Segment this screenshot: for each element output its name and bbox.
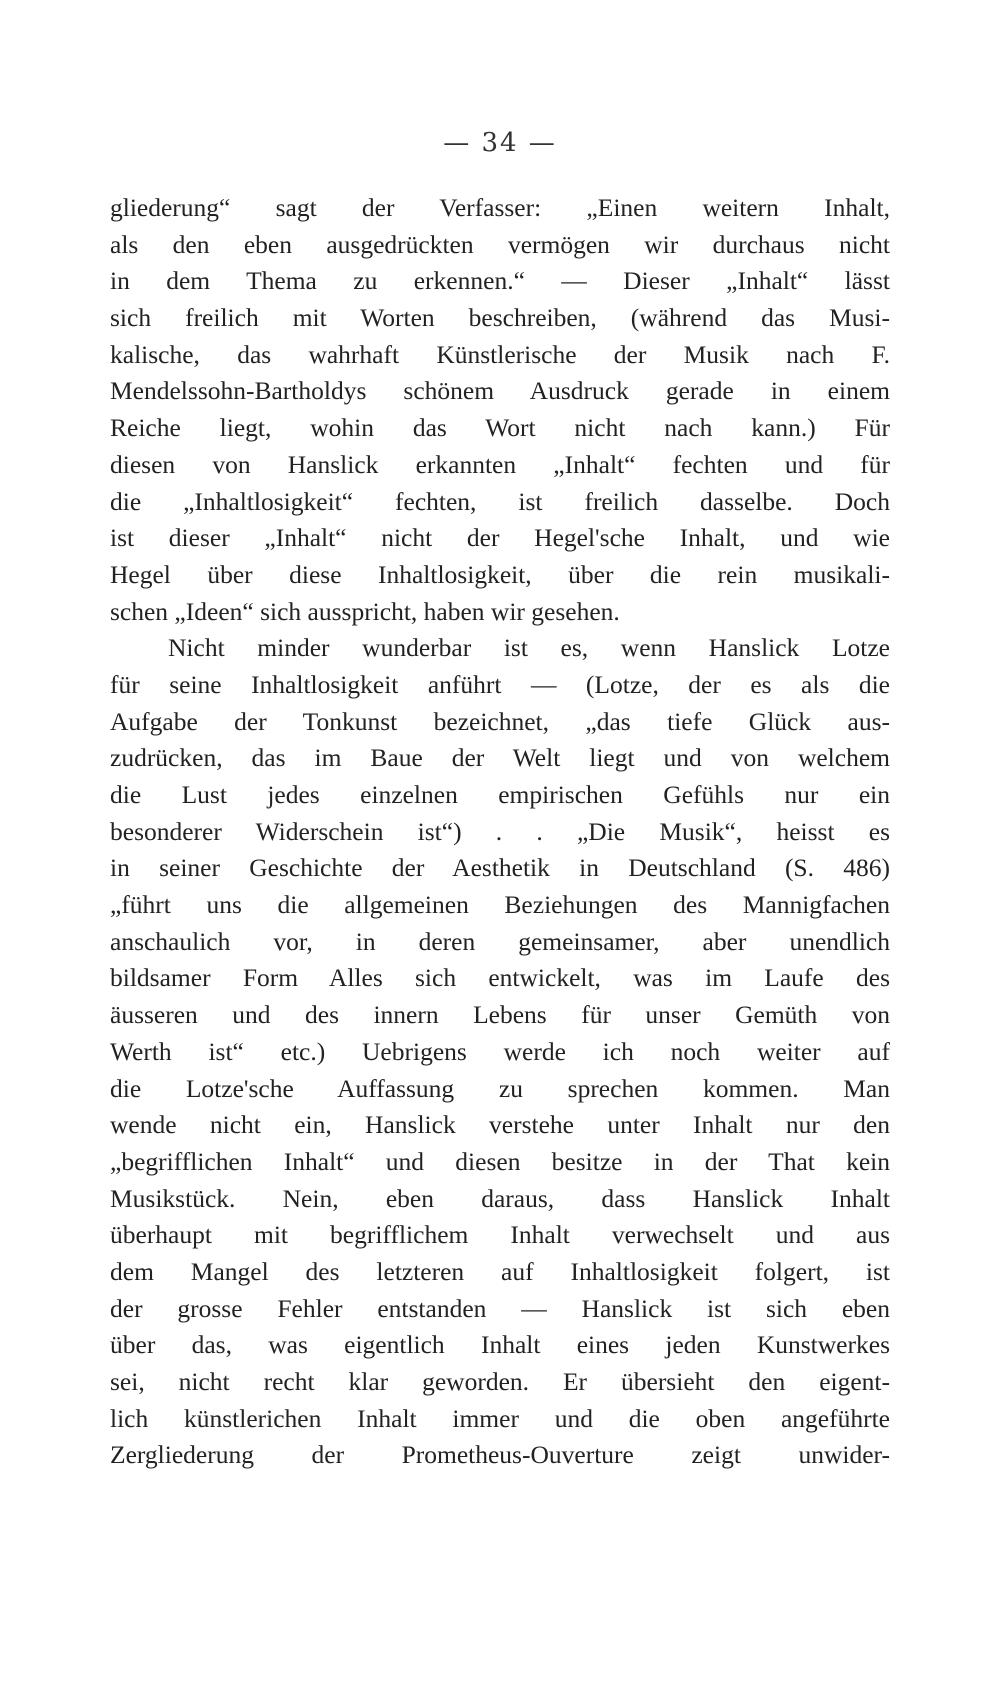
text-line: die Lust jedes einzelnen empirischen Gefühls nur ein [110, 780, 890, 809]
text-line: äusseren und des innern Lebens für unser Gemüth von [110, 1000, 890, 1030]
body-text [110, 190, 890, 1474]
text-line: Aufgabe der Tonkunst bezeichnet, „das tiefe Glück aus- [110, 706, 890, 736]
text-line: die Lotze'sche Auffassung zu sprechen kommen. Man [110, 1073, 890, 1103]
text-line: in dem Thema zu erkennen.“ — Dieser „Inhalt“ lässt [110, 266, 890, 296]
text-line: zudrücken, das im Baue der Welt liegt und von welchem [110, 743, 890, 773]
page-number: — 34 — [443, 128, 557, 158]
text-line: diesen von Hanslick erkannten „Inhalt“ fechten und für [110, 449, 890, 479]
text-line: sei, nicht recht klar geworden. Er übersieht den eigent- [110, 1367, 890, 1396]
text-line: bildsamer Form Alles sich entwickelt, was im Laufe des [110, 963, 890, 993]
text-line: „führt uns die allgemeinen Beziehungen des Mannigfachen [110, 890, 890, 920]
text-line: wende nicht ein, Hanslick verstehe unter Inhalt nur den [110, 1110, 890, 1140]
text-line: anschaulich vor, in deren gemeinsamer, aber unendlich [110, 926, 890, 956]
text-line: Mendelssohn-Bartholdys schönem Ausdruck gerade in einem [110, 376, 890, 406]
text-line: über das, was eigentlich Inhalt eines jeden Kunstwerkes [110, 1330, 890, 1360]
text-line: Hegel über diese Inhaltlosigkeit, über die rein musikali- [110, 559, 890, 589]
paragraph-start-line: Nicht minder wunderbar ist es, wenn Hanslick Lotze [168, 633, 890, 663]
text-line: besonderer Widerschein ist“) . . „Die Musik“, heisst es [110, 816, 890, 846]
text-line: ist dieser „Inhalt“ nicht der Hegel'sche Inhalt, und wie [110, 523, 890, 553]
text-line: die „Inhaltlosigkeit“ fechten, ist freilich dasselbe. Doch [110, 486, 890, 516]
text-line: in seiner Geschichte der Aesthetik in Deutschland (S. 486) [110, 853, 890, 883]
text-line: gliederung“ sagt der Verfasser: „Einen weitern Inhalt, [110, 193, 890, 222]
text-line: dem Mangel des letzteren auf Inhaltlosigkeit folgert, ist [110, 1256, 890, 1286]
text-line: für seine Inhaltlosigkeit anführt — (Lotze, der es als die [110, 669, 890, 699]
text-line: schen „Ideen“ sich ausspricht, haben wir gesehen. [110, 596, 620, 626]
text-line: der grosse Fehler entstanden — Hanslick ist sich eben [110, 1293, 890, 1323]
text-line: Reiche liegt, wohin das Wort nicht nach kann.) Für [110, 413, 890, 443]
text-line: sich freilich mit Worten beschreiben, (während das Musi- [110, 303, 890, 333]
text-line: lich künstlerichen Inhalt immer und die oben angeführte [110, 1403, 890, 1433]
text-line: Werth ist“ etc.) Uebrigens werde ich noch weiter auf [110, 1036, 890, 1066]
text-line: „begrifflichen Inhalt“ und diesen besitze in der That kein [110, 1146, 890, 1176]
text-line: Musikstück. Nein, eben daraus, dass Hanslick Inhalt [110, 1183, 890, 1213]
text-line: überhaupt mit begrifflichem Inhalt verwechselt und aus [110, 1220, 890, 1250]
text-line: als den eben ausgedrückten vermögen wir durchaus nicht [110, 229, 890, 259]
text-line: Zergliederung der Prometheus-Ouverture zeigt unwider- [110, 1440, 890, 1470]
text-line: kalische, das wahrhaft Künstlerische der Musik nach F. [110, 339, 890, 369]
